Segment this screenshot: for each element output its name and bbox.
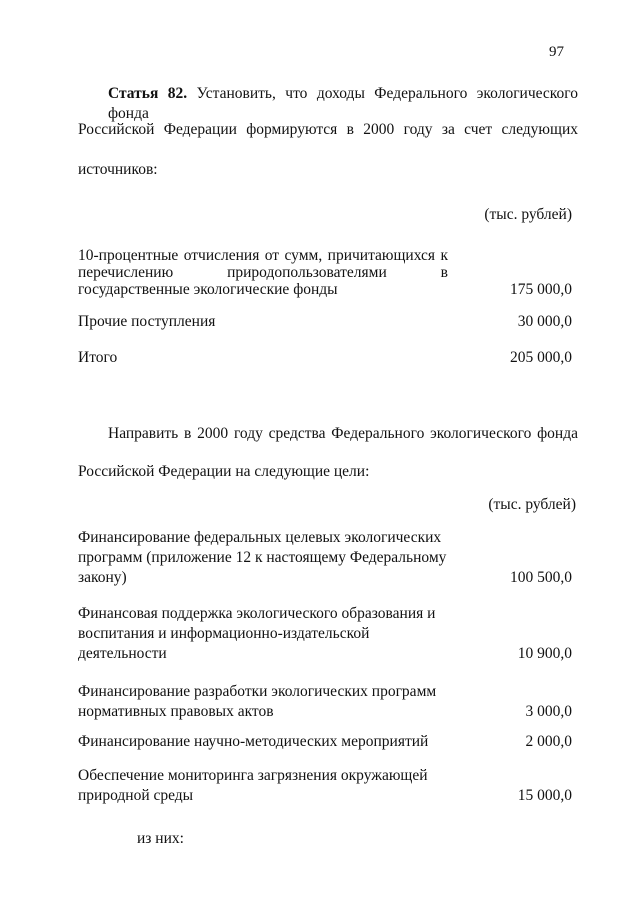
expense-row-label-line: Финансирование федеральных целевых экологических: [78, 529, 442, 546]
expense-row-label-line: природной среды: [78, 787, 194, 804]
expense-row: [78, 682, 572, 722]
expense-row-label-line: нормативных правовых актов: [78, 703, 274, 720]
expense-row-value: 10 900,0: [517, 645, 572, 662]
expense-row-label-line: Финансирование научно-методических мероприятий: [78, 733, 429, 750]
page-number: 97: [549, 44, 564, 60]
expense-row-value: 15 000,0: [517, 787, 572, 804]
units-label-2: (тыс. рублей): [488, 496, 576, 513]
income-row-value: 30 000,0: [517, 313, 572, 330]
article-paragraph: [78, 84, 578, 124]
income-row: [78, 240, 572, 300]
income-row: [78, 312, 572, 332]
income-row-label-line: перечислению природопользователями в: [78, 264, 448, 281]
units-label: (тыс. рублей): [484, 206, 572, 223]
expense-row-label-line: воспитания и информационно-издательской: [78, 625, 370, 642]
expense-row-label-line: программ (приложение 12 к настоящему Федеральному: [78, 549, 447, 566]
expense-row-label-line: деятельности: [78, 645, 167, 662]
expense-row-value: 3 000,0: [525, 703, 572, 720]
article-label: Статья 82.: [108, 85, 188, 102]
expense-row-label-line: Финансирование разработки экологических программ: [78, 683, 437, 700]
direct-text-line1: Направить в 2000 году средства Федерального экологического фонда: [108, 425, 578, 442]
article-text-line1: Установить, что доходы Федерального экологического фонда: [108, 85, 579, 122]
income-total-value: 205 000,0: [510, 349, 572, 366]
article-text-line3: источников:: [78, 161, 158, 178]
direct-text-line2: Российской Федерации на следующие цели:: [78, 463, 370, 480]
article-text-line2: Российской Федерации формируются в 2000 году за счет следующих: [78, 121, 578, 138]
expense-row-value: 2 000,0: [525, 733, 572, 750]
expense-row-value: 100 500,0: [510, 569, 572, 586]
income-row-value: 175 000,0: [510, 281, 572, 298]
expense-row: [78, 528, 572, 588]
expense-row: [78, 766, 572, 806]
income-total-label: Итого: [78, 349, 118, 366]
expense-row-label-line: Обеспечение мониторинга загрязнения окружающей: [78, 767, 428, 784]
income-total-row: [78, 348, 572, 368]
expense-row: [78, 604, 572, 664]
of-them-label: из них:: [137, 830, 184, 847]
expense-row: [78, 732, 572, 752]
expense-row-label-line: Финансовая поддержка экологического образования и: [78, 605, 436, 622]
income-row-label-line: Прочие поступления: [78, 313, 216, 330]
expense-row-label-line: закону): [78, 569, 127, 586]
income-row-label-line: 10-процентные отчисления от сумм, причитающихся к: [78, 247, 448, 264]
income-row-label-line: государственные экологические фонды: [78, 281, 338, 298]
